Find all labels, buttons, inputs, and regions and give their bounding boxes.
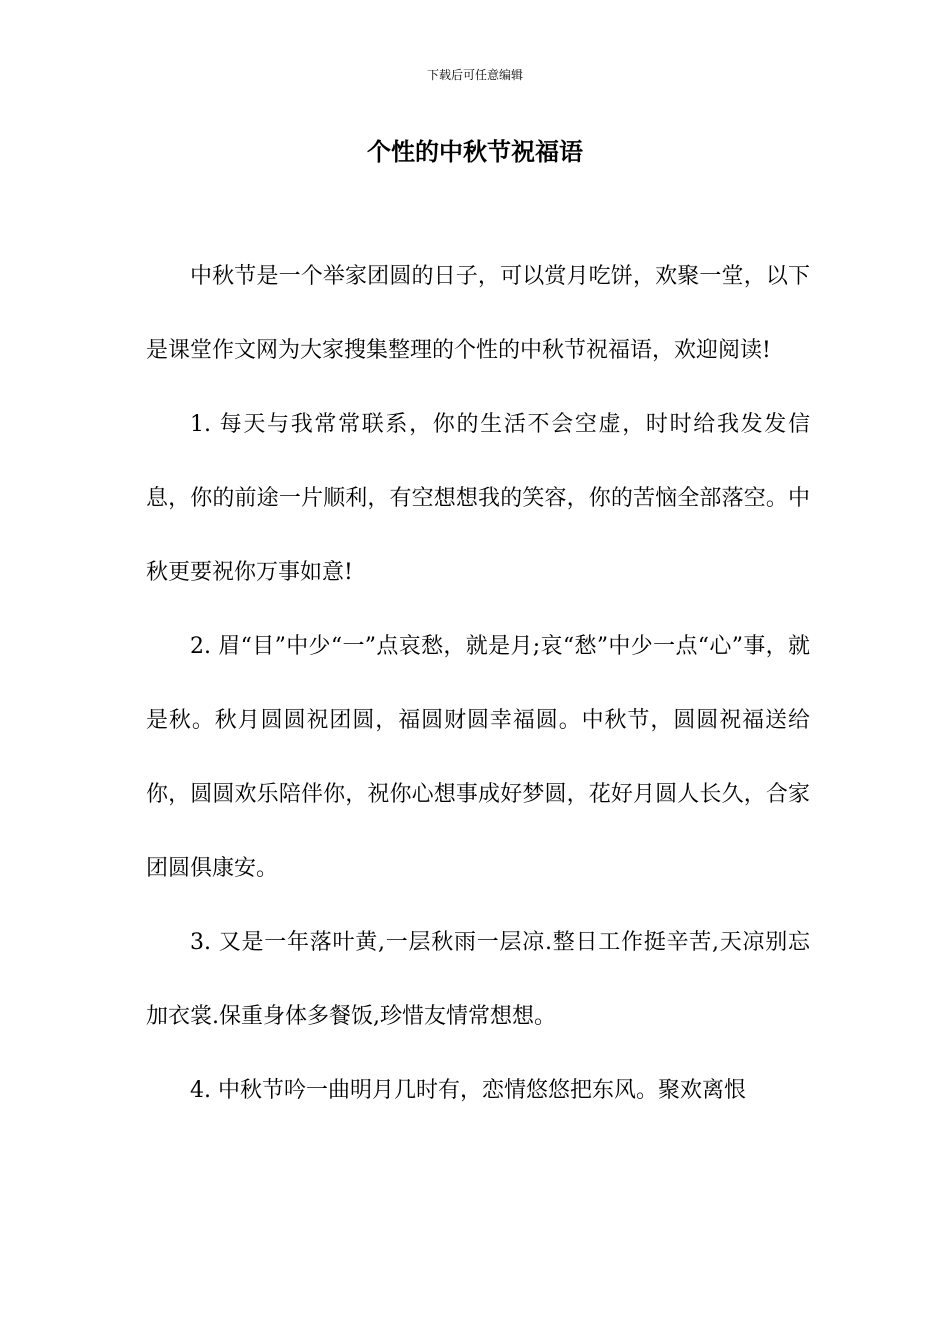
paragraph-item-1: 1. 每天与我常常联系，你的生活不会空虚，时时给我发发信息，你的前途一片顺利，有空想想我的笑容，你的苦恼全部落空。中秋更要祝你万事如意! [146, 412, 810, 585]
paragraph-item-2: 2. 眉“目”中少“一”点哀愁，就是月;哀“愁”中少一点“心”事，就是秋。秋月圆圆祝团圆，福圆财圆幸福圆。中秋节，圆圆祝福送给你，圆圆欢乐陪伴你，祝你心想事成好梦圆，花好月圆人长久，合家团圆俱康安。 [146, 634, 810, 881]
paragraph-item-3: 3. 又是一年落叶黄,一层秋雨一层凉.整日工作挺辛苦,天凉别忘加衣裳.保重身体多餐饭,珍惜友情常想想。 [146, 930, 810, 1029]
document-title: 个性的中秋节祝福语 [367, 138, 583, 166]
document-body [146, 240, 810, 1128]
paragraph-item-4: 4. 中秋节吟一曲明月几时有，恋情悠悠把东风。聚欢离恨 [190, 1078, 746, 1103]
paragraph-intro: 中秋节是一个举家团圆的日子，可以赏月吃饼，欢聚一堂，以下是课堂作文网为大家搜集整理的个性的中秋节祝福语，欢迎阅读! [146, 264, 810, 363]
page-header-note: 下载后可任意编辑 [426, 68, 523, 82]
